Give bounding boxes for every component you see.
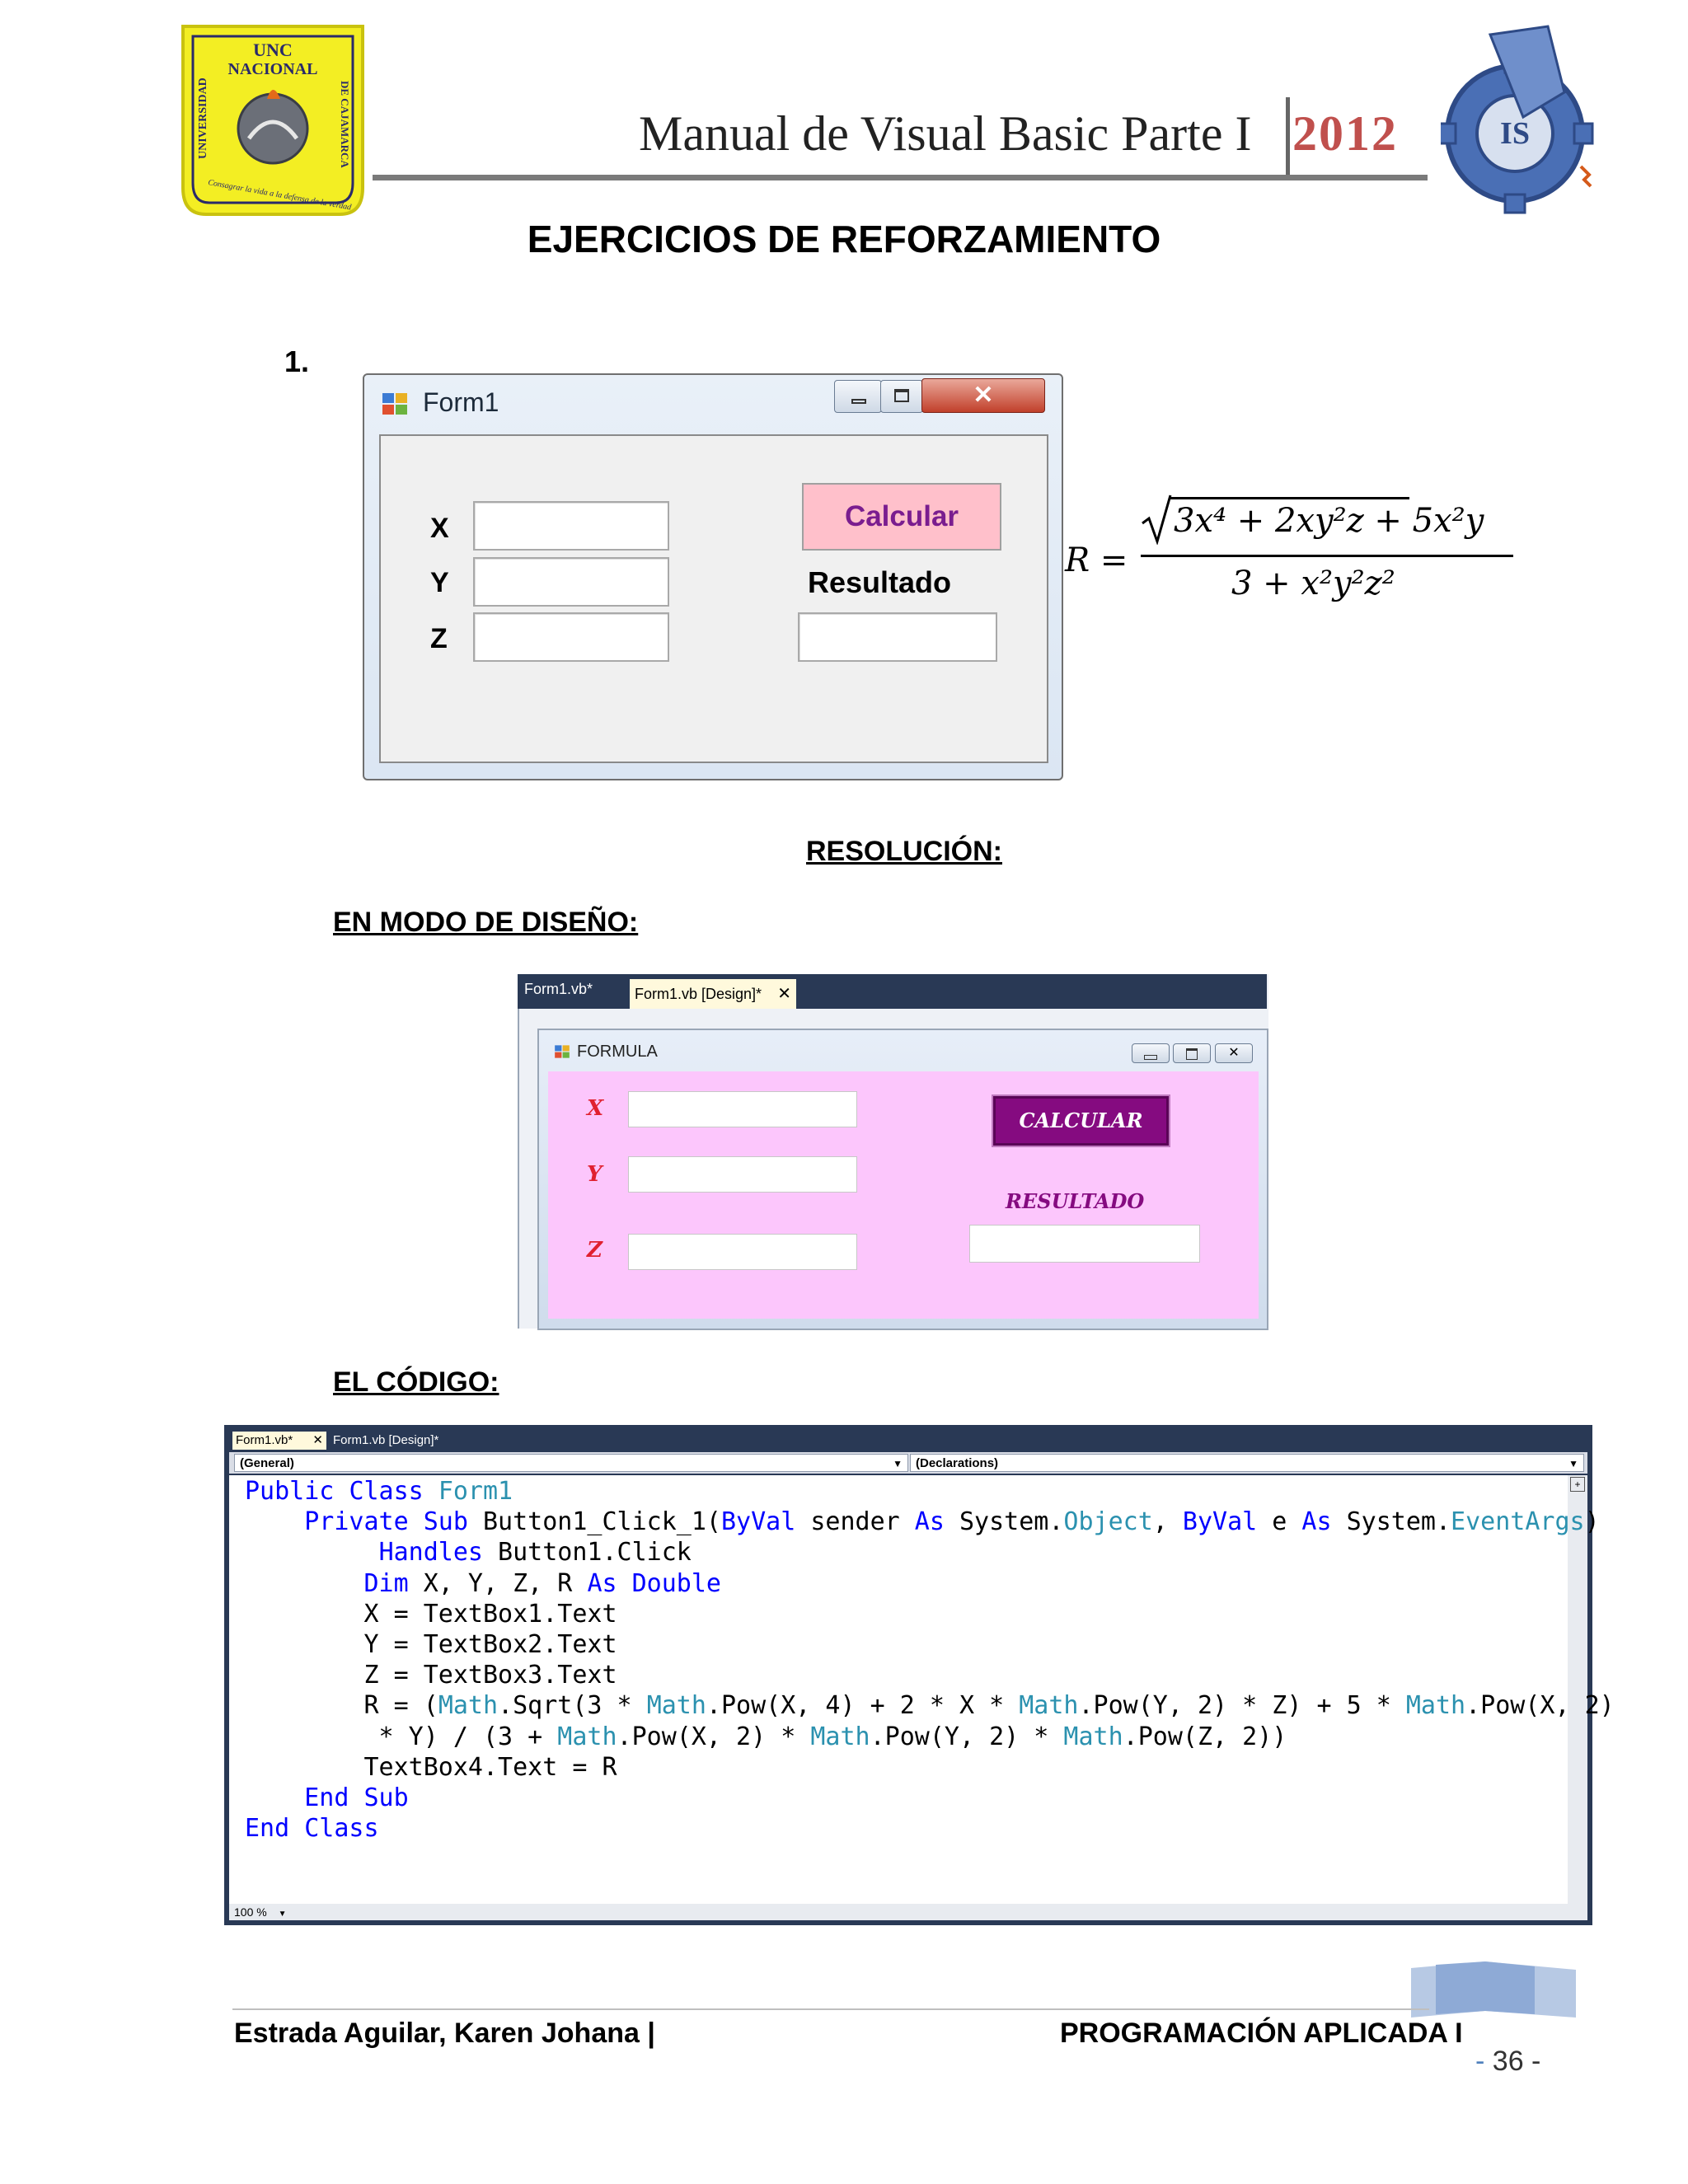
design-textbox-resultado[interactable] <box>969 1225 1200 1263</box>
tab-form1-design-label: Form1.vb [Design]* <box>635 986 762 1002</box>
code-line: Dim X, Y, Z, R As Double <box>363 1568 721 1598</box>
sqrt-overline <box>1170 497 1409 499</box>
code-line: End Class <box>245 1814 379 1844</box>
maximize-icon <box>894 389 909 402</box>
tab-form1-code-active[interactable] <box>232 1432 326 1450</box>
footer-decoration <box>1411 1960 1576 2022</box>
footer-course: PROGRAMACIÓN APLICADA I <box>1060 2018 1463 2049</box>
close-icon: ✕ <box>973 382 994 409</box>
engineering-gear-logo <box>1441 18 1597 224</box>
code-line: Private Sub Button1_Click_1(ByVal sender As System.Object, ByVal e As System.EventArgs) <box>304 1507 1600 1537</box>
code-line: Public Class Form1 <box>245 1477 513 1506</box>
chevron-down-icon: ▼ <box>1568 1458 1578 1469</box>
form-app-icon <box>381 390 409 418</box>
calcular-button[interactable]: Calcular <box>802 483 1001 551</box>
design-label-x: X <box>587 1096 604 1121</box>
chevron-down-icon[interactable]: ▼ <box>278 1910 287 1919</box>
minimize-button[interactable] <box>1132 1043 1170 1063</box>
logo-text-universidad: UNIVERSIDAD <box>197 77 209 159</box>
maximize-button[interactable] <box>1173 1043 1211 1063</box>
zoom-level[interactable]: 100 % <box>234 1905 267 1919</box>
code-line: R = (Math.Sqrt(3 * Math.Pow(X, 4) + 2 * X * Math.Pow(Y, 2) * Z) + 5 * Math.Pow(X, 2) <box>245 1691 1615 1721</box>
logo-text-motto: Consagrar la vida a la defensa de la verdad <box>207 178 352 213</box>
class-name-combo[interactable] <box>234 1454 908 1472</box>
minimize-icon <box>1144 1055 1157 1060</box>
footer-rule <box>232 2008 1429 2010</box>
logo-text-cajamarca: DE CAJAMARCA <box>339 81 351 168</box>
resolucion-heading: RESOLUCIÓN: <box>806 836 1002 867</box>
design-textbox-x[interactable] <box>628 1091 857 1127</box>
formula-denominator: 3 + x²y²z² <box>1231 565 1395 602</box>
class-name-combo-value: (General) <box>240 1456 294 1470</box>
tab-form1-code[interactable]: Form1.vb* <box>524 981 593 997</box>
textbox-resultado[interactable] <box>798 612 997 662</box>
tab-form1-design-inactive[interactable]: Form1.vb [Design]* <box>333 1433 439 1447</box>
textbox-y[interactable] <box>473 557 669 607</box>
logo-text-nacional: NACIONAL <box>227 60 318 78</box>
page-number: - 36 - <box>1475 2046 1541 2077</box>
tab-form1-code-label: Form1.vb* <box>236 1433 293 1447</box>
gear-logo-text: IS <box>1500 116 1530 151</box>
header-rule <box>373 175 1428 180</box>
page-number-value: 36 <box>1492 2046 1524 2077</box>
design-label-y: Y <box>587 1162 603 1187</box>
footer-author: Estrada Aguilar, Karen Johana | <box>234 2018 655 2049</box>
design-calcular-button[interactable]: CALCULAR <box>993 1096 1169 1146</box>
close-tab-icon[interactable]: ✕ <box>312 1433 323 1447</box>
sqrt-sign-icon <box>1141 494 1174 545</box>
textbox-x[interactable] <box>473 501 669 551</box>
section-title: EJERCICIOS DE REFORZAMIENTO <box>527 218 1161 260</box>
code-line: End Sub <box>304 1783 409 1813</box>
code-line: TextBox4.Text = R <box>245 1752 617 1782</box>
formula-form-title: FORMULA <box>577 1043 658 1061</box>
code-line: Handles Button1.Click <box>378 1538 692 1568</box>
method-name-combo[interactable] <box>910 1454 1584 1472</box>
code-heading: EL CÓDIGO: <box>333 1366 499 1398</box>
close-button[interactable] <box>921 378 1045 413</box>
close-tab-icon[interactable]: ✕ <box>777 985 791 1003</box>
fraction-bar <box>1141 555 1513 557</box>
design-textbox-z[interactable] <box>628 1234 857 1270</box>
code-line: Y = TextBox2.Text <box>245 1630 617 1660</box>
design-textbox-y[interactable] <box>628 1156 857 1193</box>
editor-status-bar <box>229 1904 1587 1920</box>
design-label-z: Z <box>587 1238 603 1263</box>
chevron-down-icon: ▼ <box>893 1458 903 1469</box>
form1-title: Form1 <box>423 387 499 417</box>
label-x: X <box>430 513 449 544</box>
minimize-icon <box>851 399 866 404</box>
split-handle-icon[interactable]: + <box>1570 1477 1585 1492</box>
design-heading: EN MODO DE DISEÑO: <box>333 907 639 938</box>
maximize-button[interactable] <box>880 380 923 413</box>
vb-source-code <box>245 1476 1615 1844</box>
manual-year: 2012 <box>1292 106 1398 161</box>
resultado-label: Resultado <box>808 565 952 599</box>
label-z: Z <box>430 623 448 654</box>
close-button[interactable] <box>1215 1043 1253 1063</box>
code-line: Z = TextBox3.Text <box>245 1661 617 1690</box>
exercise-number: 1. <box>284 344 310 378</box>
manual-title: Manual de Visual Basic Parte I <box>639 106 1252 161</box>
textbox-z[interactable] <box>473 612 669 662</box>
formula-lhs: R = <box>1065 541 1128 579</box>
design-resultado-label: RESULTADO <box>1006 1189 1145 1213</box>
close-icon: ✕ <box>1228 1046 1240 1060</box>
maximize-icon <box>1186 1048 1198 1060</box>
form-app-icon <box>554 1043 570 1060</box>
code-line: * Y) / (3 + Math.Pow(X, 2) * Math.Pow(Y, 2) * Math.Pow(Z, 2)) <box>245 1722 1287 1751</box>
formula-numerator: 3x⁴ + 2xy²z + 5x²y <box>1174 502 1484 540</box>
tab-form1-design[interactable] <box>630 979 796 1009</box>
logo-text-unc: UNC <box>253 40 293 60</box>
label-y: Y <box>430 567 449 598</box>
method-name-combo-value: (Declarations) <box>916 1456 999 1470</box>
code-line: X = TextBox1.Text <box>245 1599 617 1629</box>
header-divider <box>1286 97 1290 176</box>
minimize-button[interactable] <box>834 380 882 413</box>
university-logo <box>175 23 371 216</box>
